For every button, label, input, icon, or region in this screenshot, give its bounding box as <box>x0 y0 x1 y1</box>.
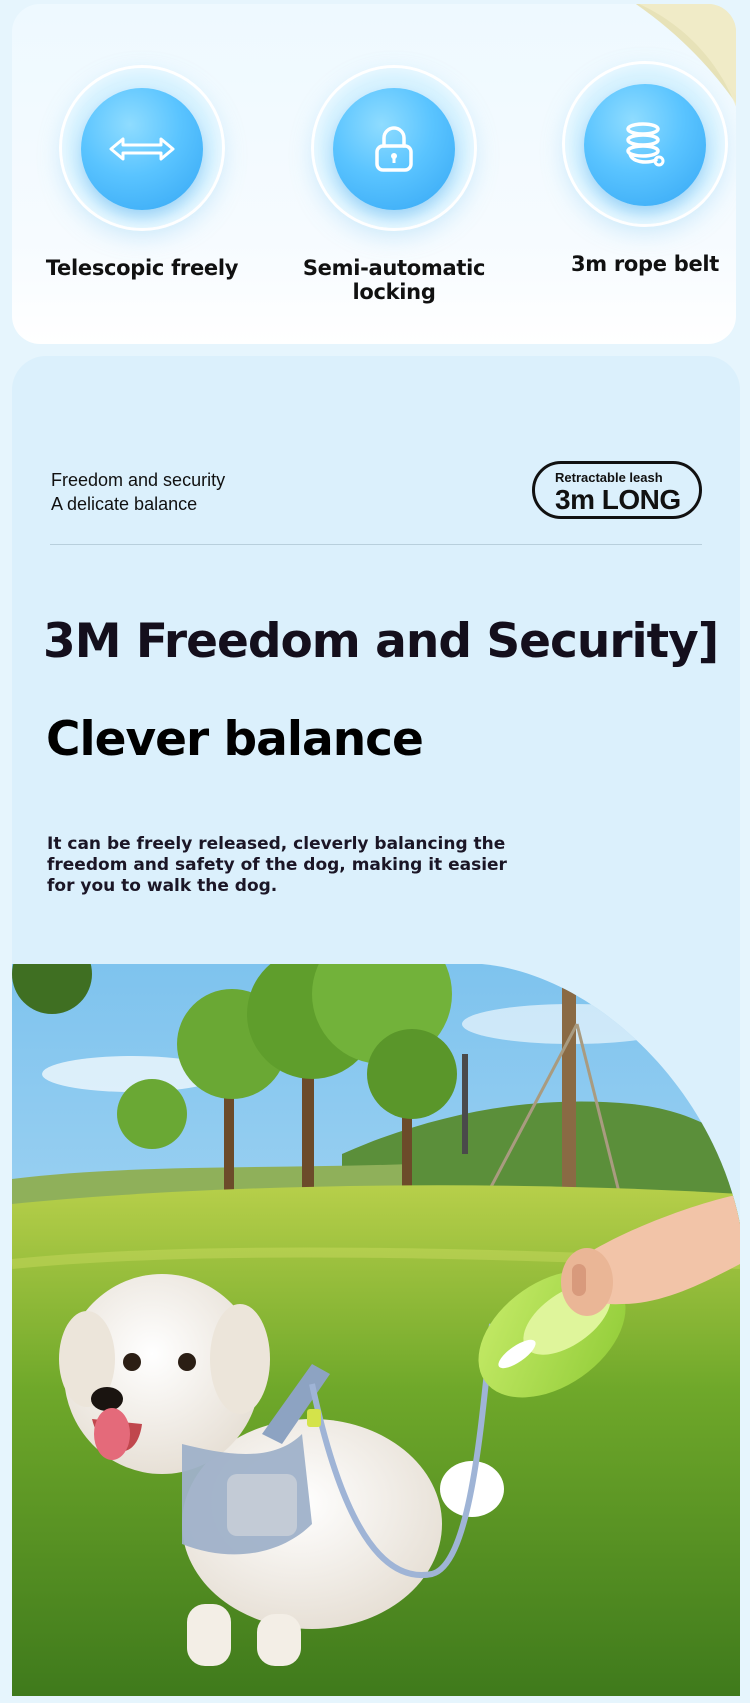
subheadline: Clever balance <box>46 712 423 767</box>
tagline <box>51 468 225 516</box>
main-panel <box>12 356 740 1696</box>
feature-card <box>12 4 736 344</box>
feature-rope <box>530 60 736 300</box>
divider <box>50 544 702 545</box>
feature-label: Semi-automatic locking <box>302 256 486 304</box>
badge-value: 3m LONG <box>555 484 681 515</box>
badge-caption: Retractable leash <box>555 470 663 485</box>
leash-length-badge <box>532 461 702 519</box>
icon-disc <box>584 84 706 206</box>
tagline-line-1: Freedom and security <box>51 470 226 490</box>
icon-disc <box>333 88 455 210</box>
feature-label: Telescopic freely <box>45 256 239 280</box>
rope-coil-icon <box>622 120 668 170</box>
lock-icon <box>369 124 419 174</box>
feature-locking <box>279 64 509 304</box>
icon-disc <box>81 88 203 210</box>
description: It can be freely released, cleverly balancing the freedom and safety of the dog, making it easier for you to walk the dog. <box>47 834 507 896</box>
feature-label: 3m rope belt <box>570 252 720 276</box>
headline: 3M Freedom and Security] <box>43 614 719 669</box>
feature-telescopic <box>27 64 257 304</box>
tagline-line-2: A delicate balance <box>51 494 198 514</box>
dog-walking-photo <box>12 964 740 1696</box>
double-arrow-icon <box>107 134 177 164</box>
